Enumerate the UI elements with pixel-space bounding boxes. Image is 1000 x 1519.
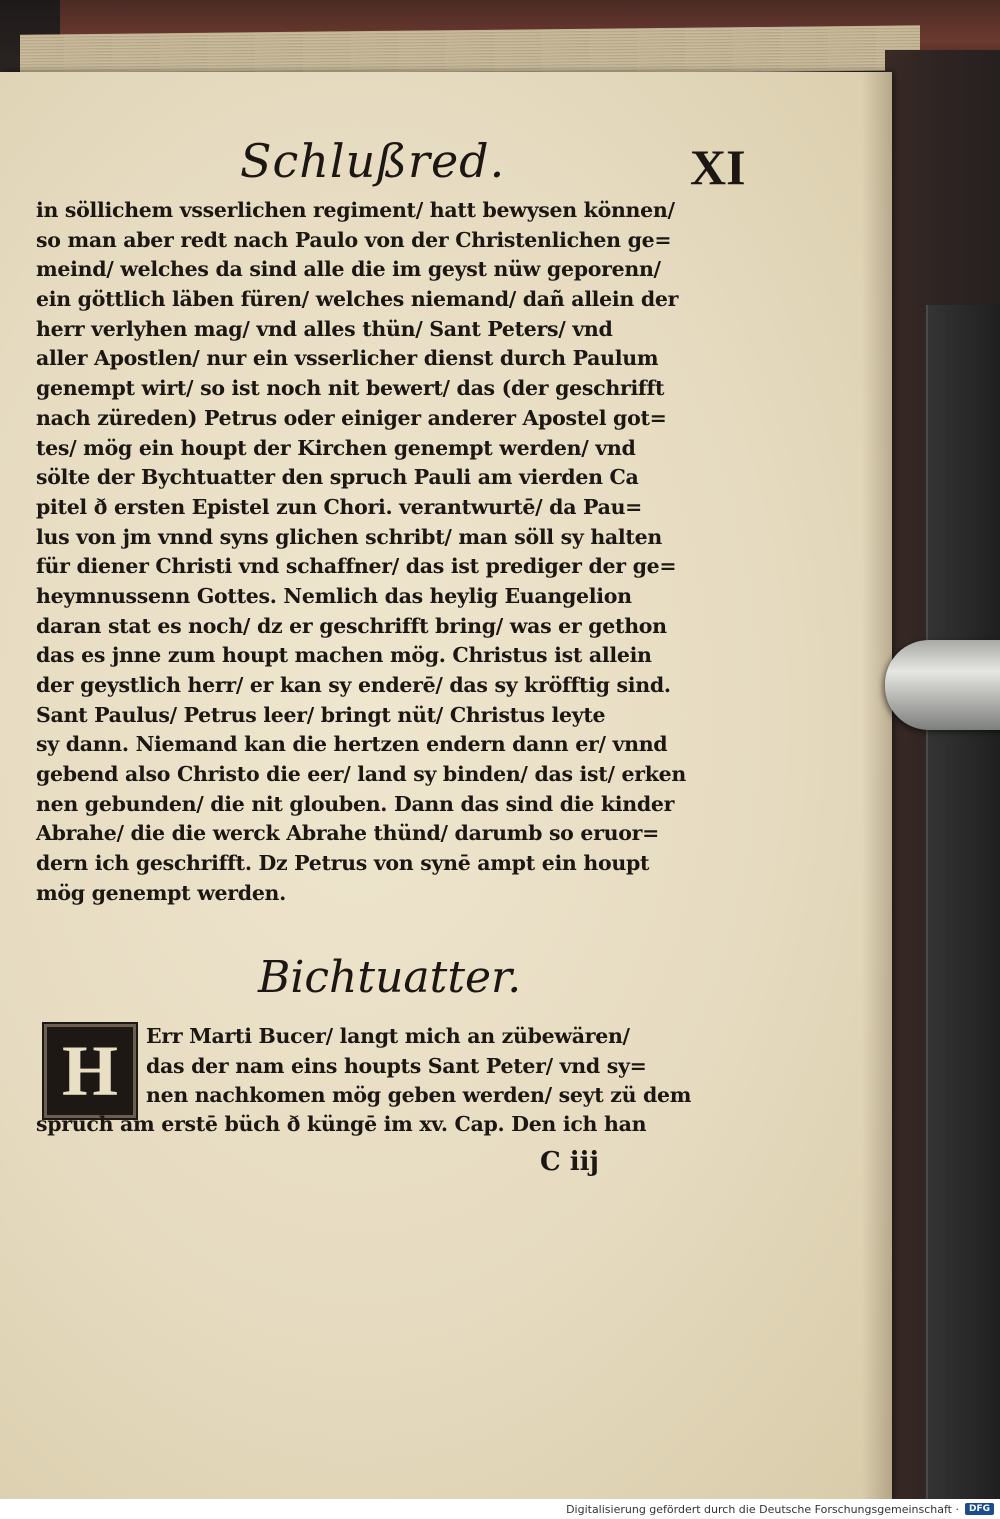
text-line: lus von jm vnnd syns glichen schribt/ man söll sy halten (36, 524, 662, 549)
text-line: sölte der Bychtuatter den spruch Pauli am vierden Ca (36, 465, 639, 490)
text-line: spruch am erstē büch ð küngē im xv. Cap. Den ich han (36, 1112, 647, 1136)
footer-credit: Digitalisierung gefördert durch die Deutsche Forschungsgemeinschaft · (566, 1502, 959, 1516)
text-line: mög genempt werden. (36, 880, 286, 905)
running-head: Schlußred. (240, 134, 506, 188)
folio-number: XI (690, 139, 746, 195)
text-line: daran stat es noch/ dz er geschrifft bring/ was er gethon (36, 613, 667, 638)
text-line: Sant Paulus/ Petrus leer/ bringt nüt/ Christus leyte (36, 702, 606, 727)
book-page (0, 72, 892, 1499)
footer-bar (0, 1499, 1000, 1519)
section-paragraph-last-line (36, 1110, 706, 1140)
text-line: genempt wirt/ so ist noch nit bewert/ das (der geschrifft (36, 376, 665, 401)
text-line: nach züreden) Petrus oder einiger anderer Apostel got= (36, 405, 667, 430)
text-line: heymnussenn Gottes. Nemlich das heylig Euangelion (36, 583, 632, 608)
text-line: der geystlich herr/ er kan sy enderē/ das sy kröfftig sind. (36, 673, 671, 697)
text-line: Err Marti Bucer/ langt mich an zübewären/ (146, 1024, 630, 1048)
decorated-initial: H (42, 1022, 138, 1120)
text-line: herr verlyhen mag/ vnd alles thün/ Sant Peters/ vnd (36, 316, 613, 341)
text-line: gebend also Christo die eer/ land sy binden/ das ist/ erken (36, 762, 686, 787)
text-line: meind/ welches da sind alle die im geyst nüw geporenn/ (36, 257, 661, 282)
text-line: aller Apostlen/ nur ein vsserlicher dienst durch Paulum (36, 346, 659, 371)
page-clip (885, 640, 1000, 730)
text-line: so man aber redt nach Paulo von der Christenlichen ge= (36, 227, 672, 252)
text-line: für diener Christi vnd schaffner/ das ist prediger der ge= (36, 554, 677, 579)
text-line: pitel ð ersten Epistel zun Chori. verantwurtē/ da Pau= (36, 494, 643, 519)
section-paragraph (146, 1022, 706, 1111)
text-line: das es jnne zum houpt machen mög. Christus ist allein (36, 643, 652, 668)
text-line: dern ich geschrifft. Dz Petrus von synē ampt ein houpt (36, 851, 650, 876)
text-line: in söllichem vsserlichen regiment/ hatt bewysen können/ (36, 198, 675, 222)
text-line: ein göttlich läben füren/ welches niemand/ dañ allein der (36, 287, 679, 312)
body-text (36, 196, 706, 909)
dfg-logo: DFG (965, 1503, 994, 1515)
text-line: sy dann. Niemand kan die hertzen endern dann er/ vnnd (36, 732, 668, 757)
text-line: nen gebunden/ die nit glouben. Dann das sind die kinder (36, 791, 675, 816)
signature-mark: C iij (540, 1147, 599, 1177)
text-line: tes/ mög ein houpt der Kirchen genempt werden/ vnd (36, 435, 636, 460)
page-gutter-shadow (862, 72, 892, 1499)
book-support-block (926, 305, 1000, 1499)
text-line: Abrahe/ die die werck Abrahe thünd/ darumb so eruor= (36, 821, 659, 846)
text-line: nen nachkomen mög geben werden/ seyt zü dem (146, 1083, 692, 1108)
text-line: das der nam eins houpts Sant Peter/ vnd sy= (146, 1053, 647, 1078)
section-heading: Bichtuatter. (258, 952, 522, 1003)
